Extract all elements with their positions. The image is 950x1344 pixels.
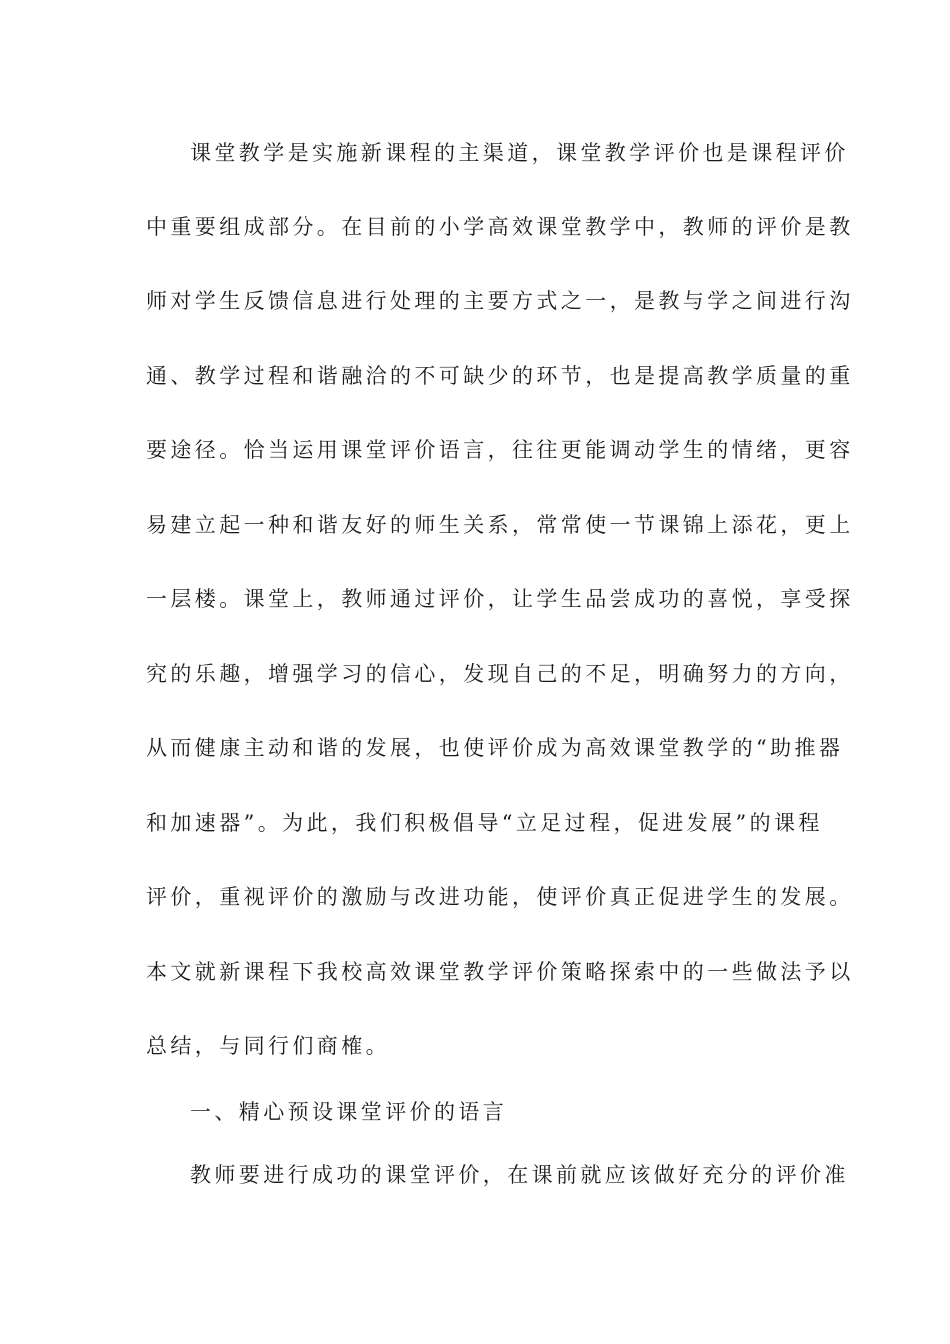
paragraph-line: 易建立起一种和谐友好的师生关系，常常使一节课锦上添花，更上 xyxy=(146,513,854,537)
paragraph-line: 总结，与同行们商榷。 xyxy=(146,1034,390,1058)
paragraph-line: 课堂教学是实施新课程的主渠道，课堂教学评价也是课程评价 xyxy=(190,141,849,165)
paragraph-line: 评价，重视评价的激励与改进功能，使评价真正促进学生的发展。 xyxy=(146,885,854,909)
paragraph-line: 究的乐趣，增强学习的信心，发现自己的不足，明确努力的方向， xyxy=(146,662,854,686)
paragraph-line: 和加速器”。为此，我们积极倡导“立足过程，促进发展”的课程 xyxy=(146,811,823,835)
paragraph-line: 本文就新课程下我校高效课堂教学评价策略探索中的一些做法予以 xyxy=(146,960,854,984)
section-heading: 一、精心预设课堂评价的语言 xyxy=(190,1100,508,1124)
paragraph-line: 通、教学过程和谐融洽的不可缺少的环节，也是提高教学质量的重 xyxy=(146,364,854,388)
paragraph-line: 要途径。恰当运用课堂评价语言，往往更能调动学生的情绪，更容 xyxy=(146,438,854,462)
paragraph-line: 从而健康主动和谐的发展，也使评价成为高效课堂教学的“助推器 xyxy=(146,736,844,760)
paragraph-line: 一层楼。课堂上，教师通过评价，让学生品尝成功的喜悦，享受探 xyxy=(146,587,854,611)
paragraph-line: 教师要进行成功的课堂评价，在课前就应该做好充分的评价准 xyxy=(190,1163,849,1187)
paragraph-line: 中重要组成部分。在目前的小学高效课堂教学中，教师的评价是教 xyxy=(146,215,854,239)
paragraph-line: 师对学生反馈信息进行处理的主要方式之一，是教与学之间进行沟 xyxy=(146,289,854,313)
